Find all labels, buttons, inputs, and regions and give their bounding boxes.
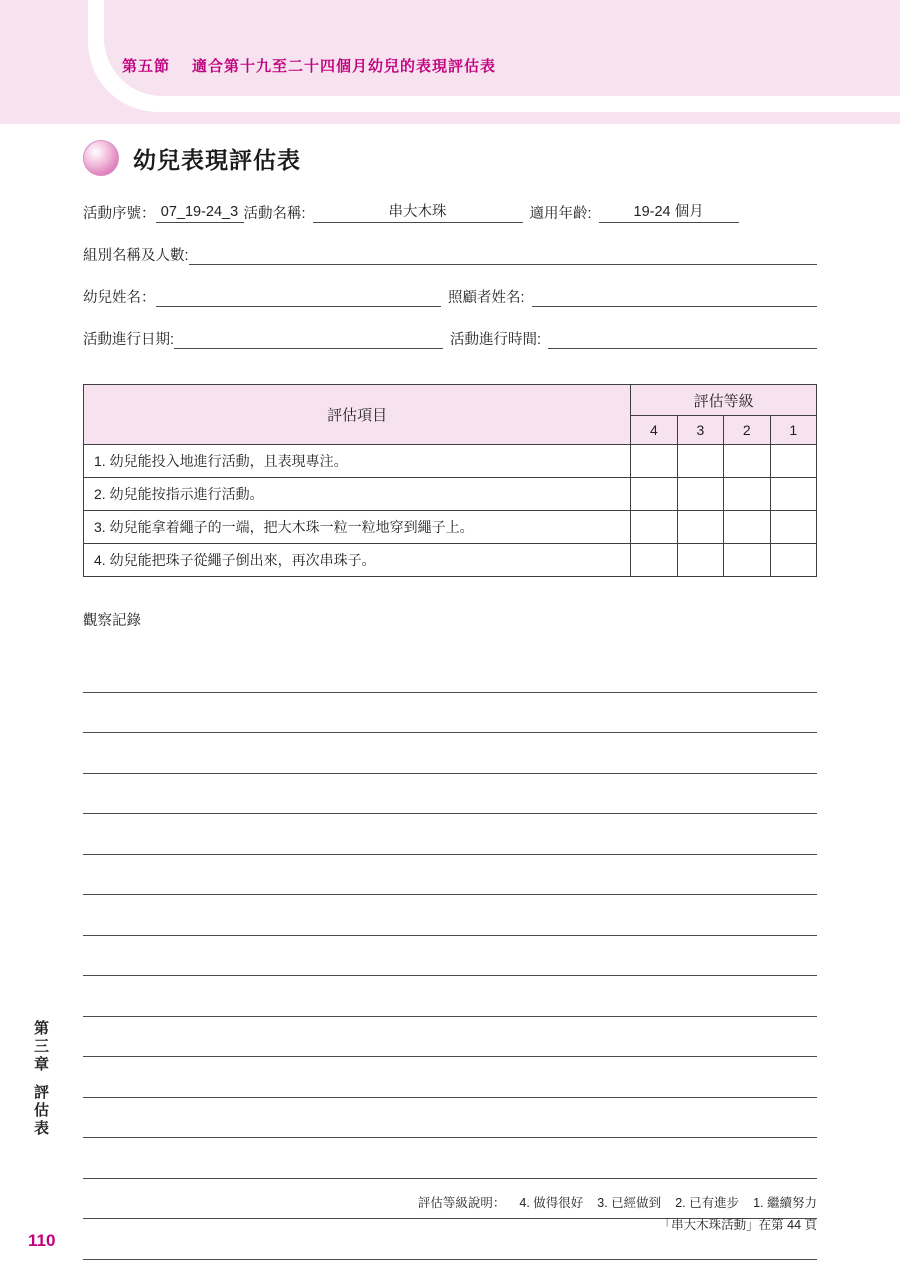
side-chapter-text: 第三章 xyxy=(32,1020,49,1074)
mark-cell-2[interactable] xyxy=(724,511,770,544)
group-label: 組別名稱及人數: xyxy=(83,248,189,264)
age-input[interactable]: 19-24 個月 xyxy=(599,203,739,223)
mark-cell-4[interactable] xyxy=(631,445,677,478)
form-fields xyxy=(83,202,817,370)
header-grade-2: 2 xyxy=(724,416,770,445)
observation-line[interactable] xyxy=(83,733,817,774)
child-name-input[interactable] xyxy=(156,305,441,307)
observation-lines xyxy=(83,652,817,1260)
header-item: 評估項目 xyxy=(84,385,631,445)
group-input[interactable] xyxy=(189,263,817,265)
legend-item-2: 2. 已有進步 xyxy=(675,1196,740,1210)
side-chapter-tab xyxy=(30,1020,52,1138)
mark-cell-4[interactable] xyxy=(631,478,677,511)
mark-cell-2[interactable] xyxy=(724,445,770,478)
observation-line[interactable] xyxy=(83,1098,817,1139)
mark-cell-3[interactable] xyxy=(677,544,723,577)
mark-cell-2[interactable] xyxy=(724,544,770,577)
table-header-row-1 xyxy=(84,385,817,416)
mark-cell-2[interactable] xyxy=(724,478,770,511)
document-title-row xyxy=(83,140,301,176)
mark-cell-4[interactable] xyxy=(631,511,677,544)
reference-row xyxy=(404,1214,817,1236)
item-text: 2. 幼兒能按指示進行活動。 xyxy=(84,478,631,511)
form-row-datetime xyxy=(83,328,817,349)
spacer xyxy=(30,1074,52,1084)
observation-line[interactable] xyxy=(83,814,817,855)
table-row xyxy=(84,511,817,544)
mark-cell-1[interactable] xyxy=(770,445,816,478)
mark-cell-3[interactable] xyxy=(677,511,723,544)
serial-input[interactable]: 07_19-24_3 xyxy=(156,203,244,223)
mark-cell-3[interactable] xyxy=(677,445,723,478)
page-title: 幼兒表現評估表 xyxy=(133,146,301,173)
caregiver-input[interactable] xyxy=(532,305,817,307)
form-row-group xyxy=(83,244,817,265)
header-grade-1: 1 xyxy=(770,416,816,445)
table-row xyxy=(84,544,817,577)
observation-line[interactable] xyxy=(83,936,817,977)
legend-item-3: 3. 已經做到 xyxy=(597,1196,662,1210)
child-name-label: 幼兒姓名： xyxy=(83,290,156,306)
mark-cell-1[interactable] xyxy=(770,511,816,544)
legend-item-4: 4. 做得很好 xyxy=(519,1196,584,1210)
header-section-title: 適合第十九至二十四個月幼兒的表現評估表 xyxy=(192,58,497,75)
date-label: 活動進行日期: xyxy=(83,332,175,348)
footer-note xyxy=(404,1192,817,1236)
legend-prefix: 評估等級說明： xyxy=(417,1196,506,1210)
time-input[interactable] xyxy=(548,347,817,349)
header-inner-band xyxy=(104,0,900,96)
evaluation-table xyxy=(83,384,817,577)
header-grade-3: 3 xyxy=(677,416,723,445)
observation-line[interactable] xyxy=(83,774,817,815)
header-grade: 評估等級 xyxy=(631,385,817,416)
activity-name-input[interactable]: 串大木珠 xyxy=(313,203,523,223)
circle-badge-icon xyxy=(83,140,119,176)
activity-name-label: 活動名稱: xyxy=(243,206,306,222)
observation-line[interactable] xyxy=(83,1138,817,1179)
page-body xyxy=(0,124,900,1274)
item-text: 4. 幼兒能把珠子從繩子倒出來，再次串珠子。 xyxy=(84,544,631,577)
table-row xyxy=(84,445,817,478)
observation-line[interactable] xyxy=(83,1017,817,1058)
legend-item-1: 1. 繼續努力 xyxy=(753,1196,817,1210)
observation-line[interactable] xyxy=(83,652,817,693)
mark-cell-3[interactable] xyxy=(677,478,723,511)
serial-label: 活動序號： xyxy=(83,206,156,222)
mark-cell-1[interactable] xyxy=(770,478,816,511)
page-number: 110 xyxy=(28,1231,56,1250)
table-row xyxy=(84,478,817,511)
age-label: 適用年齡: xyxy=(529,206,592,222)
item-text: 1. 幼兒能投入地進行活動，且表現專注。 xyxy=(84,445,631,478)
observation-line[interactable] xyxy=(83,855,817,896)
mark-cell-1[interactable] xyxy=(770,544,816,577)
mark-cell-4[interactable] xyxy=(631,544,677,577)
header-grade-4: 4 xyxy=(631,416,677,445)
header-section-number: 第五節 xyxy=(122,58,171,75)
header-title xyxy=(122,55,496,76)
caregiver-label: 照顧者姓名: xyxy=(447,290,525,306)
time-label: 活動進行時間: xyxy=(450,332,542,348)
observation-label: 觀察記錄 xyxy=(83,613,141,629)
side-chapter-name: 評估表 xyxy=(32,1084,49,1138)
form-row-child xyxy=(83,286,817,307)
legend-row xyxy=(404,1192,817,1214)
observation-line[interactable] xyxy=(83,895,817,936)
date-input[interactable] xyxy=(174,347,443,349)
item-text: 3. 幼兒能拿着繩子的一端，把大木珠一粒一粒地穿到繩子上。 xyxy=(84,511,631,544)
activity-reference: 「串大木珠活動」在第 44 頁 xyxy=(658,1218,817,1232)
form-row-serial xyxy=(83,202,817,223)
observation-line[interactable] xyxy=(83,1057,817,1098)
observation-line[interactable] xyxy=(83,976,817,1017)
observation-line[interactable] xyxy=(83,693,817,734)
